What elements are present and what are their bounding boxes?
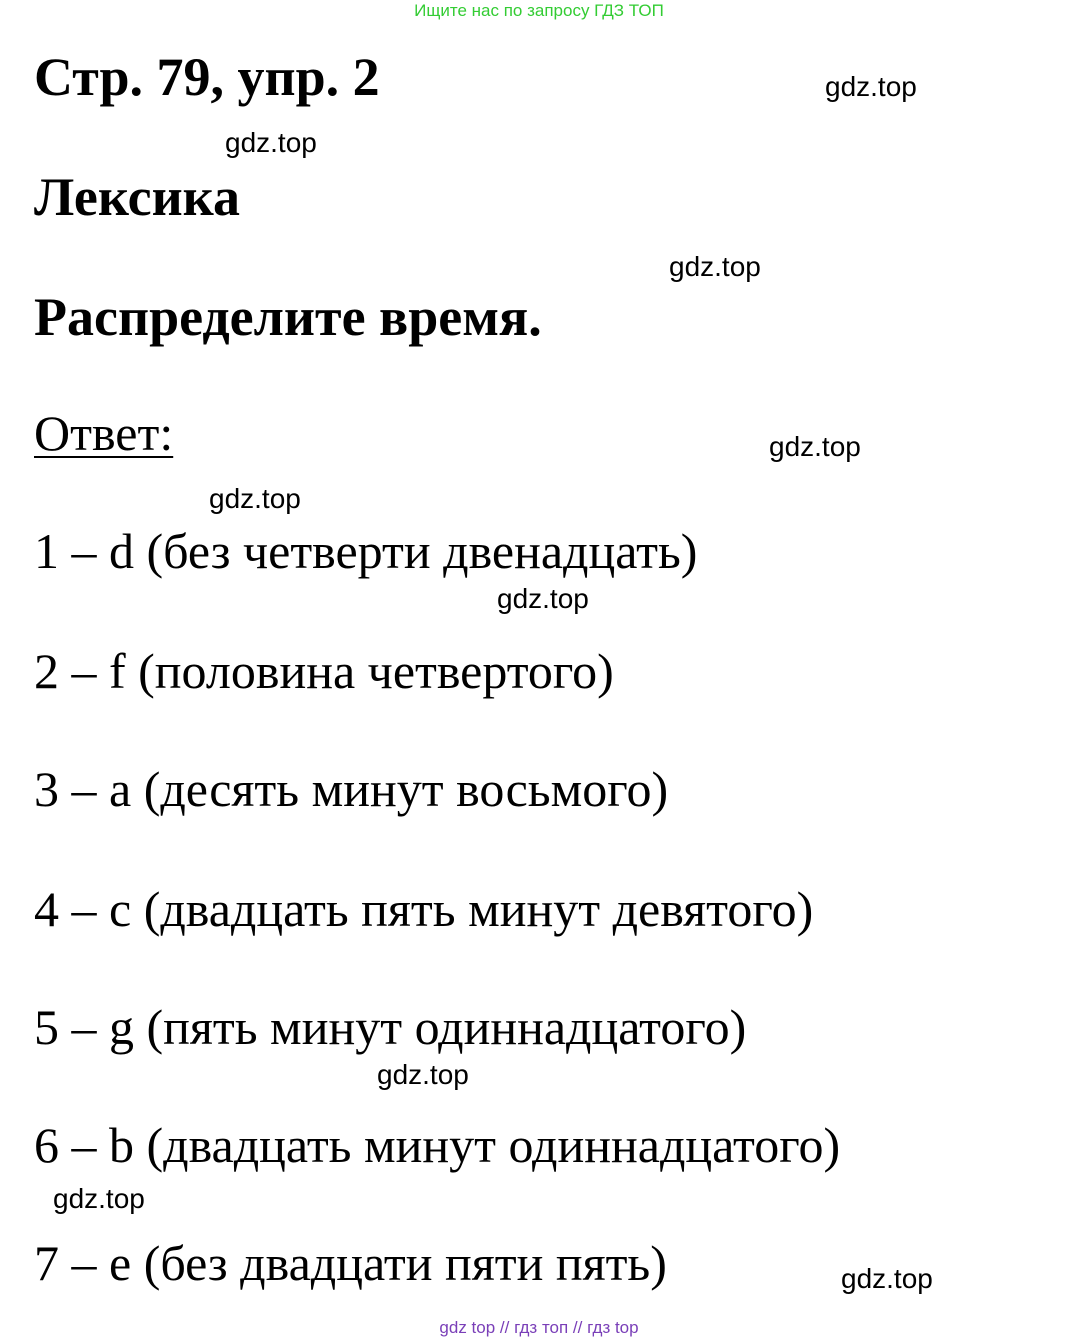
- watermark: gdz.top: [377, 1059, 469, 1090]
- footer-links[interactable]: gdz top // гдз топ // гдз top: [439, 1318, 639, 1337]
- task-heading: Распределите время.: [34, 287, 542, 347]
- answer-item-6: 6 – b (двадцать минут одиннадцатого): [34, 1117, 841, 1173]
- answer-item-4: 4 – c (двадцать пять минут девятого): [34, 881, 814, 937]
- watermark: gdz.top: [225, 127, 317, 158]
- watermark: gdz.top: [209, 483, 301, 514]
- watermark: gdz.top: [53, 1183, 145, 1214]
- watermark: gdz.top: [769, 431, 861, 462]
- answer-item-1: 1 – d (без четверти двенадцать): [34, 523, 698, 579]
- answer-item-2: 2 – f (половина четвертого): [34, 643, 614, 699]
- watermark: gdz.top: [825, 71, 917, 102]
- page-title: Стр. 79, упр. 2: [34, 47, 380, 107]
- answer-label: Ответ:: [34, 405, 174, 461]
- answer-item-5: 5 – g (пять минут одиннадцатого): [34, 999, 747, 1055]
- answer-item-3: 3 – a (десять минут восьмого): [34, 761, 669, 817]
- answer-item-7: 7 – e (без двадцати пяти пять): [34, 1235, 667, 1291]
- section-heading: Лексика: [34, 167, 240, 227]
- watermark: gdz.top: [669, 251, 761, 282]
- watermark: gdz.top: [497, 583, 589, 614]
- watermark: gdz.top: [841, 1263, 933, 1294]
- top-banner[interactable]: Ищите нас по запросу ГДЗ ТОП: [414, 1, 664, 20]
